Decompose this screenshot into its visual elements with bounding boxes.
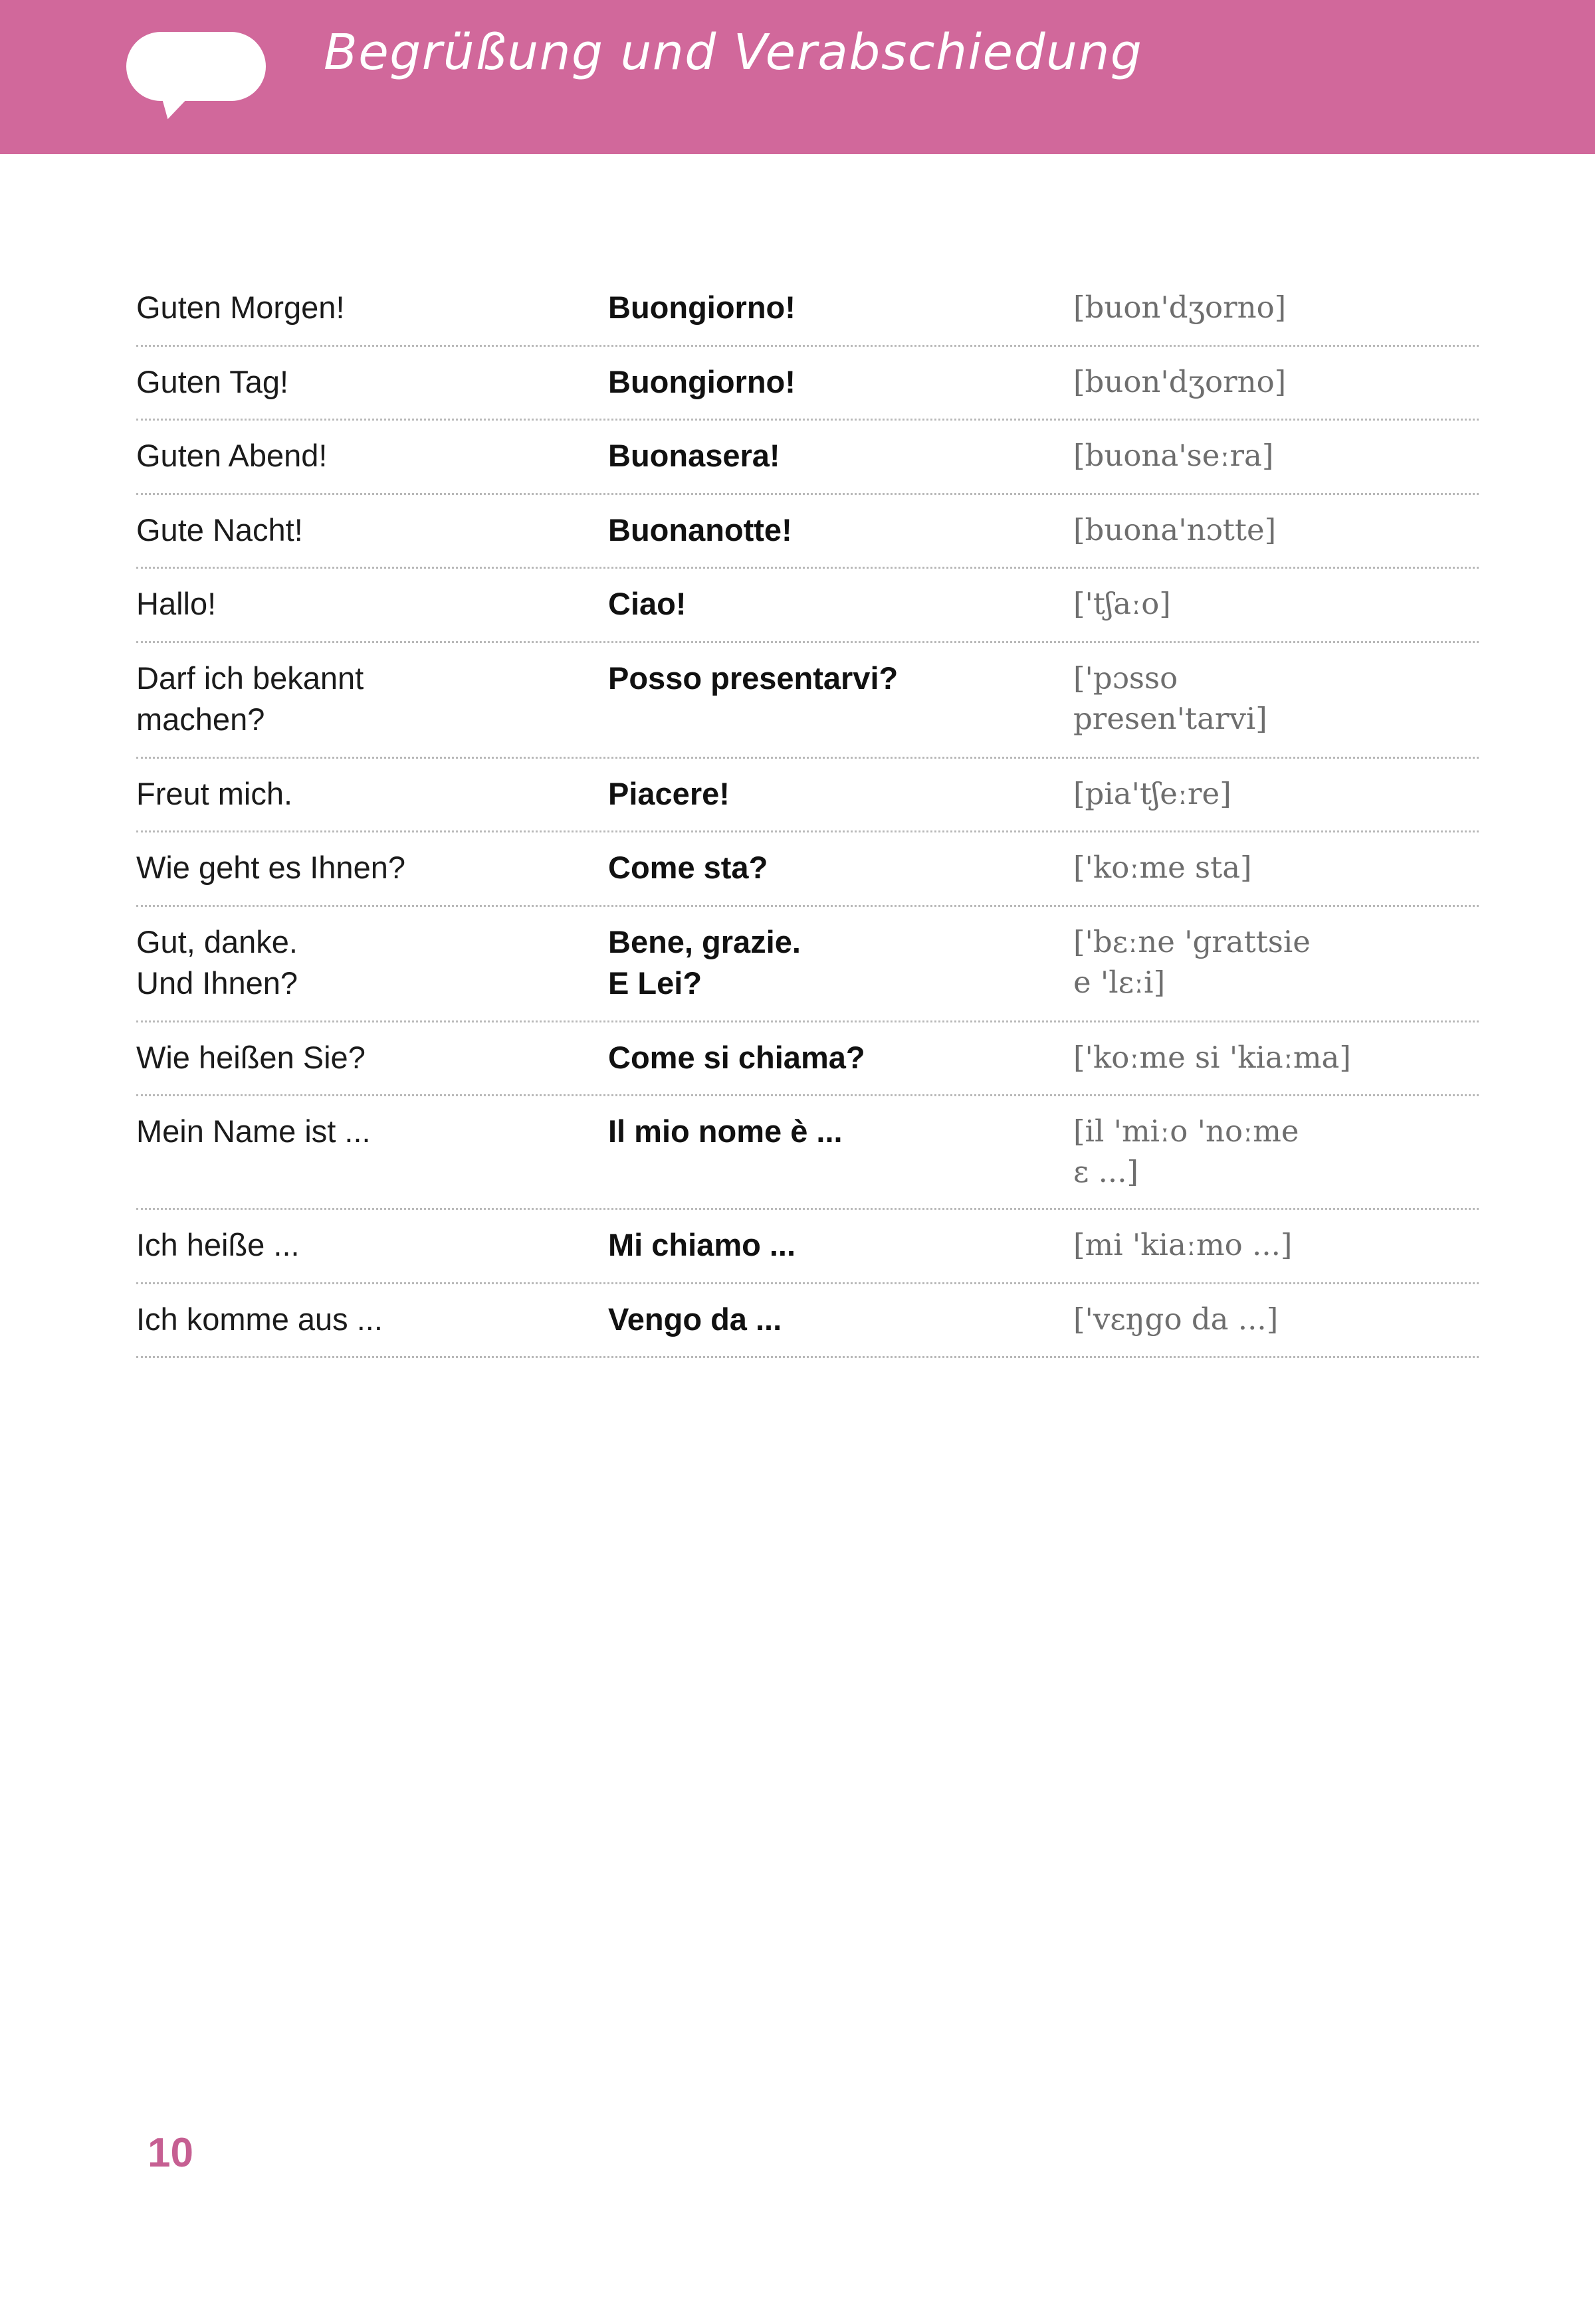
italian-phrase: [608, 658, 1073, 700]
italian-line-1: Buonasera!: [608, 438, 780, 473]
table-row: [136, 421, 1479, 495]
italian-line-1: Bene, grazie.: [608, 923, 801, 959]
italian-line-1: Vengo da ...: [608, 1301, 782, 1337]
italian-line-1: Come sta?: [608, 850, 768, 885]
table-row: [136, 832, 1479, 907]
pronunciation: [1073, 921, 1479, 1003]
italian-line-1: Come si chiama?: [608, 1039, 865, 1075]
italian-phrase: [608, 1111, 1073, 1153]
german-line-2: machen?: [136, 702, 265, 737]
italian-line-1: Buongiorno!: [608, 363, 796, 399]
ipa-line-1: [buona'nɔtte]: [1073, 512, 1277, 547]
italian-line-1: Posso presentarvi?: [608, 660, 899, 696]
german-line-1: Ich heiße ...: [136, 1227, 300, 1263]
italian-line-1: Buonanotte!: [608, 512, 792, 547]
italian-phrase: [608, 847, 1073, 889]
speech-bubble-icon: [126, 32, 266, 112]
ipa-line-1: [mi 'kiaːmo ...]: [1073, 1227, 1293, 1263]
german-phrase: [136, 1299, 608, 1341]
german-line-1: Guten Abend!: [136, 438, 328, 473]
table-row: [136, 1096, 1479, 1210]
italian-phrase: [608, 1224, 1073, 1266]
german-line-2: Und Ihnen?: [136, 965, 298, 1001]
german-line-1: Wie heißen Sie?: [136, 1039, 366, 1075]
german-phrase: [136, 1037, 608, 1079]
pronunciation: [1073, 658, 1479, 739]
ipa-line-2: presen'tarvi]: [1073, 700, 1267, 736]
italian-phrase: [608, 583, 1073, 625]
table-row: [136, 495, 1479, 569]
italian-phrase: [608, 361, 1073, 403]
phrase-table: [136, 272, 1479, 1358]
german-phrase: [136, 361, 608, 403]
german-line-1: Freut mich.: [136, 775, 293, 811]
german-phrase: [136, 287, 608, 329]
pronunciation: [1073, 773, 1479, 814]
german-line-1: Darf ich bekannt: [136, 660, 364, 696]
page-number: 10: [148, 2130, 193, 2176]
italian-phrase: [608, 287, 1073, 329]
pronunciation: [1073, 583, 1479, 624]
italian-phrase: [608, 435, 1073, 477]
speech-bubble-body: [126, 32, 266, 101]
german-phrase: [136, 658, 608, 741]
italian-line-2: E Lei?: [608, 965, 702, 1001]
german-phrase: [136, 583, 608, 625]
italian-phrase: [608, 1299, 1073, 1341]
ipa-line-2: ɛ ...]: [1073, 1154, 1139, 1190]
pronunciation: [1073, 361, 1479, 402]
italian-line-1: Il mio nome è ...: [608, 1114, 843, 1149]
german-line-1: Mein Name ist ...: [136, 1114, 371, 1149]
ipa-line-1: ['koːme si 'kiaːma]: [1073, 1039, 1351, 1075]
pronunciation: [1073, 847, 1479, 888]
ipa-line-1: [buona'seːra]: [1073, 438, 1274, 473]
german-phrase: [136, 773, 608, 815]
ipa-line-1: [il 'miːo 'noːme: [1073, 1114, 1299, 1149]
italian-line-1: Piacere!: [608, 775, 730, 811]
german-phrase: [136, 1111, 608, 1153]
chapter-header: [0, 0, 1595, 154]
italian-line-1: Ciao!: [608, 586, 687, 621]
table-row: [136, 907, 1479, 1022]
italian-line-1: Mi chiamo ...: [608, 1227, 796, 1263]
german-phrase: [136, 510, 608, 551]
chapter-header-inner: [0, 0, 1595, 154]
table-row: [136, 1210, 1479, 1284]
ipa-line-1: [buon'dʒorno]: [1073, 290, 1287, 325]
german-line-1: Gute Nacht!: [136, 512, 303, 547]
pronunciation: [1073, 1111, 1479, 1192]
table-row: [136, 569, 1479, 643]
italian-phrase: [608, 510, 1073, 551]
table-row: [136, 759, 1479, 833]
italian-phrase: [608, 1037, 1073, 1079]
page-title: Begrüßung und Verabschiedung: [324, 24, 1143, 81]
table-row: [136, 347, 1479, 421]
ipa-line-2: e 'lɛːi]: [1073, 964, 1166, 1000]
german-phrase: [136, 1224, 608, 1266]
table-row: [136, 1284, 1479, 1359]
german-line-1: Hallo!: [136, 586, 217, 621]
table-row: [136, 1022, 1479, 1097]
pronunciation: [1073, 1037, 1479, 1078]
ipa-line-1: ['vɛŋgo da ...]: [1073, 1301, 1279, 1337]
italian-phrase: [608, 773, 1073, 815]
german-phrase: [136, 435, 608, 477]
pronunciation: [1073, 287, 1479, 328]
pronunciation: [1073, 1224, 1479, 1265]
german-phrase: [136, 921, 608, 1005]
pronunciation: [1073, 510, 1479, 550]
ipa-line-1: [buon'dʒorno]: [1073, 363, 1287, 399]
ipa-line-1: ['tʃaːo]: [1073, 586, 1171, 621]
ipa-line-1: ['koːme sta]: [1073, 850, 1252, 885]
table-row: [136, 272, 1479, 347]
pronunciation: [1073, 1299, 1479, 1339]
ipa-line-1: ['bɛːne 'grattsie: [1073, 923, 1311, 959]
ipa-line-1: ['pɔsso: [1073, 660, 1178, 696]
pronunciation: [1073, 435, 1479, 476]
italian-line-1: Buongiorno!: [608, 290, 796, 325]
italian-phrase: [608, 921, 1073, 1005]
german-phrase: [136, 847, 608, 889]
german-line-1: Gut, danke.: [136, 923, 298, 959]
table-row: [136, 643, 1479, 759]
german-line-1: Guten Tag!: [136, 363, 289, 399]
ipa-line-1: [pia'tʃeːre]: [1073, 775, 1231, 811]
german-line-1: Guten Morgen!: [136, 290, 345, 325]
german-line-1: Wie geht es Ihnen?: [136, 850, 405, 885]
german-line-1: Ich komme aus ...: [136, 1301, 383, 1337]
